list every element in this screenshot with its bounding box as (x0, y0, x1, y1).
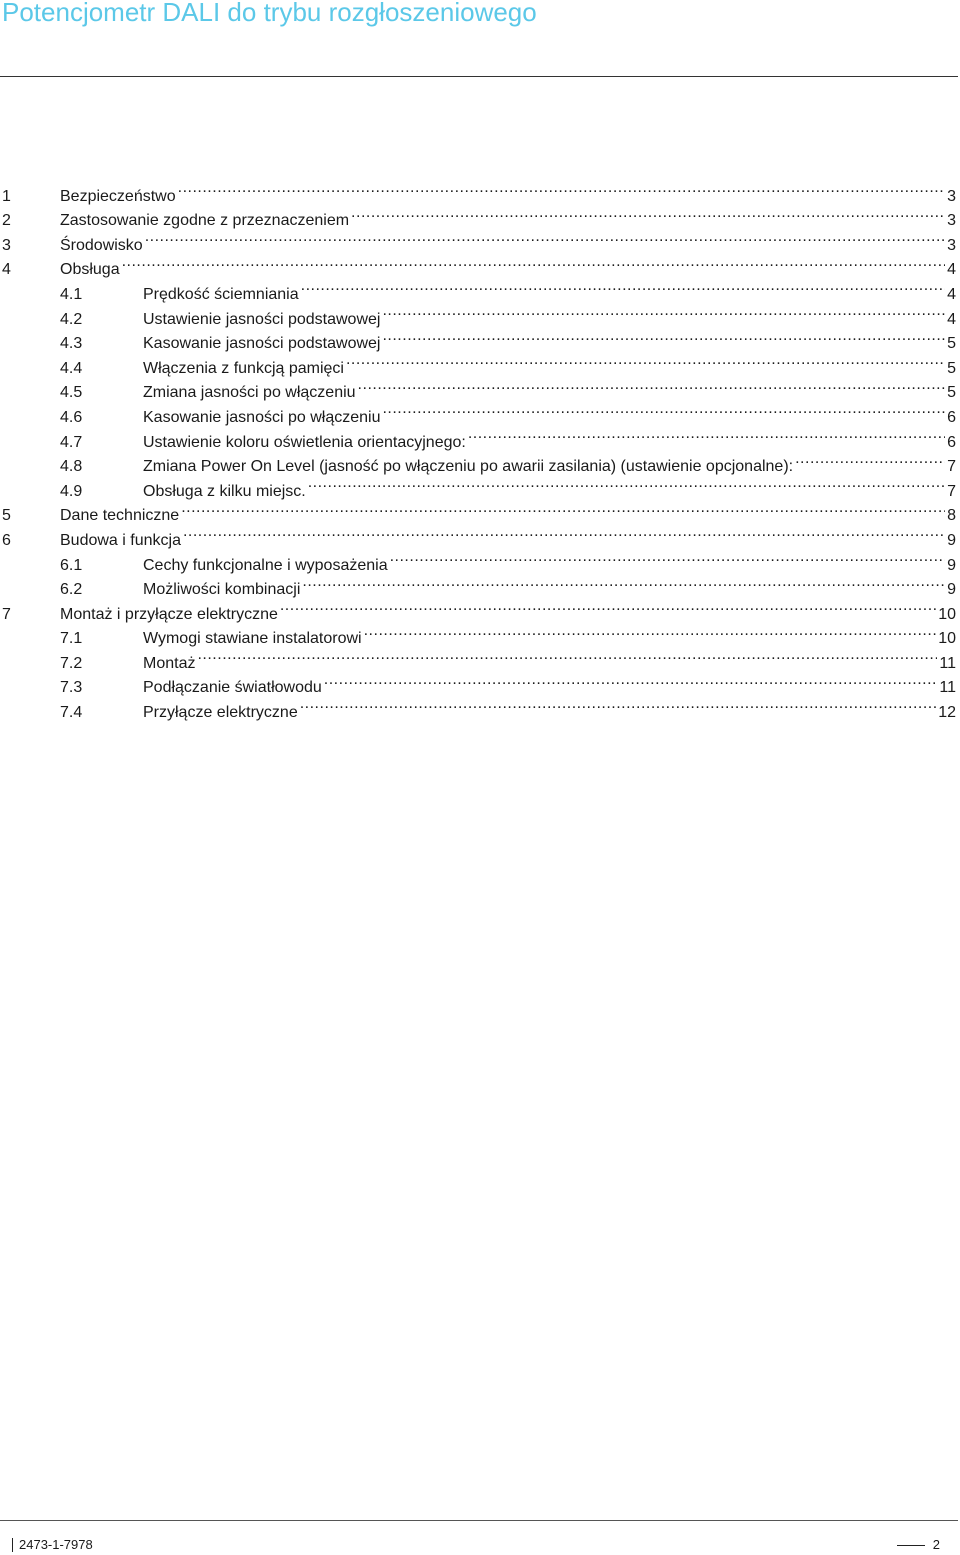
toc-entry-page: 11 (939, 654, 956, 672)
toc-entry-number: 7.2 (60, 654, 83, 672)
toc-entry-page: 9 (947, 556, 956, 574)
doc-number-text: 2473-1-7978 (19, 1537, 93, 1552)
toc-dot-leader (300, 692, 936, 717)
toc-entry[interactable] (0, 348, 958, 377)
toc-entry-label: Środowisko (60, 236, 143, 254)
toc-entry-label: Zastosowanie zgodne z przeznaczeniem (60, 212, 350, 230)
toc-dot-leader (183, 520, 945, 545)
toc-entry-number: 1 (2, 187, 11, 205)
toc-entry-page: 5 (947, 359, 956, 377)
toc-entry-page: 12 (938, 704, 956, 722)
toc-entry-page: 6 (947, 433, 956, 451)
toc-entry-label: Dane techniczne (60, 507, 180, 525)
footer-doc-number (12, 1537, 93, 1553)
toc-dot-leader (382, 324, 945, 349)
toc-entry-number: 7 (2, 605, 11, 623)
toc-entry-number: 7.3 (60, 679, 83, 697)
toc-entry-number: 5 (2, 507, 11, 525)
toc-entry-number: 7.4 (60, 704, 83, 722)
toc-entry-label: Obsługa z kilku miejsc. (143, 482, 306, 500)
toc-entry[interactable] (0, 250, 958, 279)
toc-entry[interactable] (0, 643, 958, 672)
toc-entry-page: 3 (947, 236, 956, 254)
toc-entry-page: 6 (947, 408, 956, 426)
toc-entry-label: Obsługa (60, 261, 120, 279)
toc-entry-label: Kasowanie jasności po włączeniu (143, 408, 381, 426)
toc-dot-leader (122, 250, 946, 275)
toc-entry[interactable] (0, 324, 958, 353)
toc-entry-number: 4.3 (60, 335, 83, 353)
toc-entry-page: 4 (947, 261, 956, 279)
toc-entry[interactable] (0, 201, 958, 230)
toc-dot-leader (358, 373, 946, 398)
toc-dot-leader (301, 274, 945, 299)
toc-entry-label: Montaż i przyłącze elektryczne (60, 605, 278, 623)
toc-entry-number: 4.1 (60, 285, 83, 303)
toc-entry-page: 7 (947, 458, 956, 476)
toc-entry[interactable] (0, 373, 958, 402)
toc-entry-number: 2 (2, 212, 11, 230)
toc-entry[interactable] (0, 619, 958, 648)
toc-entry[interactable] (0, 422, 958, 451)
toc-entry-number: 4.4 (60, 359, 83, 377)
toc-entry-page: 3 (947, 212, 956, 230)
toc-entry-page: 11 (939, 679, 956, 697)
toc-entry-number: 7.1 (60, 630, 83, 648)
toc-entry-page: 7 (947, 482, 956, 500)
toc-entry-label: Prędkość ściemniania (143, 285, 299, 303)
toc-dot-leader (178, 176, 945, 201)
toc-entry-page: 5 (947, 335, 956, 353)
toc-entry-label: Zmiana Power On Level (jasność po włączeniu po awarii zasilania) (ustawienie opcjonalne): (143, 458, 794, 476)
toc-entry-label: Bezpieczeństwo (60, 187, 176, 205)
toc-dot-leader (382, 299, 945, 324)
toc-entry-label: Ustawienie jasności podstawowej (143, 310, 381, 328)
toc-dot-leader (346, 348, 945, 373)
toc-entry-page: 4 (947, 310, 956, 328)
toc-entry-label: Zmiana jasności po włączeniu (143, 384, 356, 402)
page-number-text: 2 (932, 1537, 940, 1552)
header-divider (0, 76, 958, 77)
footer-bar-mark (12, 1538, 13, 1552)
toc-dot-leader (197, 643, 937, 668)
toc-entry[interactable] (0, 496, 958, 525)
toc-entry-number: 4.2 (60, 310, 83, 328)
toc-entry-number: 4 (2, 261, 11, 279)
toc-entry[interactable] (0, 668, 958, 697)
footer-page-number (897, 1537, 940, 1553)
toc-dot-leader (382, 397, 945, 422)
toc-entry[interactable] (0, 545, 958, 574)
toc-entry[interactable] (0, 176, 958, 205)
toc-entry-page: 9 (947, 531, 956, 549)
toc-entry[interactable] (0, 397, 958, 426)
toc-entry-label: Kasowanie jasności podstawowej (143, 335, 381, 353)
toc-entry-label: Włączenia z funkcją pamięci (143, 359, 344, 377)
toc-dot-leader (145, 225, 945, 250)
toc-entry-label: Budowa i funkcja (60, 531, 181, 549)
toc-entry-page: 8 (947, 507, 956, 525)
toc-entry-number: 6 (2, 531, 11, 549)
toc-dot-leader (364, 619, 937, 644)
toc-entry-number: 4.7 (60, 433, 83, 451)
toc-entry-page: 3 (947, 187, 956, 205)
toc-entry-page: 10 (938, 605, 956, 623)
footer-divider (0, 1520, 958, 1521)
toc-entry-number: 6.2 (60, 581, 83, 599)
toc-entry-label: Cechy funkcjonalne i wyposażenia (143, 556, 388, 574)
toc-entry-number: 6.1 (60, 556, 83, 574)
toc-entry-label: Przyłącze elektryczne (143, 704, 298, 722)
toc-entry[interactable] (0, 471, 958, 500)
toc-entry[interactable] (0, 520, 958, 549)
toc-entry[interactable] (0, 594, 958, 623)
toc-dot-leader (181, 496, 945, 521)
toc-entry-label: Ustawienie koloru oświetlenia orientacyjnego: (143, 433, 466, 451)
toc-dot-leader (468, 422, 945, 447)
toc-dot-leader (795, 447, 945, 472)
toc-entry[interactable] (0, 692, 958, 722)
toc-entry[interactable] (0, 274, 958, 303)
toc-entry-number: 4.8 (60, 458, 83, 476)
toc-entry-page: 9 (947, 581, 956, 599)
toc-entry-label: Wymogi stawiane instalatorowi (143, 630, 362, 648)
footer-dash-mark (897, 1545, 925, 1546)
toc-entry-number: 3 (2, 236, 11, 254)
toc-entry-page: 5 (947, 384, 956, 402)
document-title: Potencjometr DALI do trybu rozgłoszeniowego (2, 0, 537, 27)
toc-entry-label: Montaż (143, 654, 196, 672)
toc-dot-leader (308, 471, 945, 496)
toc-entry-page: 10 (938, 630, 956, 648)
toc-entry[interactable] (0, 447, 958, 476)
toc-entry[interactable] (0, 299, 958, 328)
toc-dot-leader (324, 668, 938, 693)
toc-entry-label: Możliwości kombinacji (143, 581, 301, 599)
table-of-contents (0, 176, 958, 722)
toc-dot-leader (302, 570, 945, 595)
toc-entry[interactable] (0, 225, 958, 254)
toc-dot-leader (280, 594, 936, 619)
toc-entry[interactable] (0, 570, 958, 599)
toc-entry-number: 4.6 (60, 408, 83, 426)
toc-entry-number: 4.9 (60, 482, 83, 500)
toc-dot-leader (351, 201, 945, 226)
toc-entry-label: Podłączanie światłowodu (143, 679, 322, 697)
toc-dot-leader (390, 545, 946, 570)
toc-entry-page: 4 (947, 285, 956, 303)
toc-entry-number: 4.5 (60, 384, 83, 402)
